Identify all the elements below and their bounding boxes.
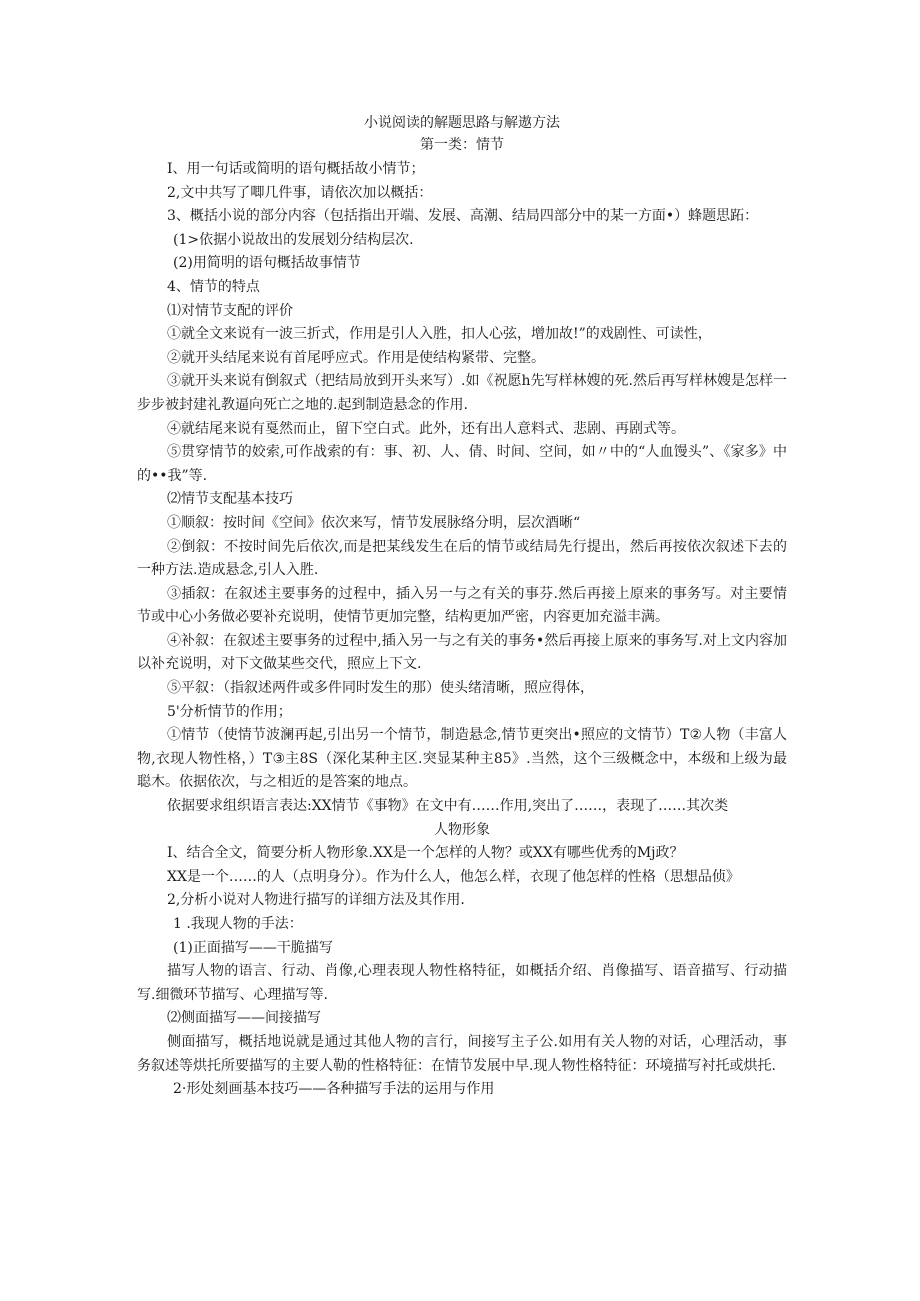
paragraph-p08: ①就全文来说有一波三折式，作用是引人入胜，扣人心弦，增加故!”的戏剧性、可读性， bbox=[167, 326, 712, 343]
section-heading-plot: 第一类：情节 bbox=[420, 137, 504, 153]
paragraph-p01: I、用一句话或简明的语句概括故小情节； bbox=[167, 161, 425, 177]
paragraph-p05: (2)用简明的语句概括故事情节 bbox=[173, 255, 361, 272]
paragraph-p17: ④补叙：在叙述主要事务的过程中,插入另一与之有关的事务•然后再接上原来的事务写.对上文内容加以补充说明，对下文做某些交代，照应上下文. bbox=[137, 632, 787, 673]
paragraph-p13: ⑵情节支配基本技巧 bbox=[167, 491, 293, 508]
paragraph-p15: ②倒叙：不按时间先后依次,而是把某线发生在后的情节或结局先行提出，然后再按依次叙述下去的一种方法.造成悬念,引人入胜. bbox=[137, 538, 787, 579]
paragraph-p07: ⑴对情节支配的评价 bbox=[167, 302, 293, 319]
document-body bbox=[137, 112, 787, 1102]
paragraph-p27: (1)正面描写——干脆描写 bbox=[173, 939, 333, 956]
paragraph-p06: 4、情节的特点 bbox=[167, 278, 260, 295]
paragraph-p26: 1 .我现人物的手法： bbox=[173, 916, 303, 932]
paragraph-p28: 描写人物的语言、行动、肖像,心理表现人物性格特征，如概括介绍、肖像描写、语音描写、行动描写.细微环节描写、心理描写等. bbox=[137, 963, 787, 1003]
paragraph-p09: ②就开头结尾来说有首尾呼应式。作用是使结构紧带、完整。 bbox=[167, 349, 545, 366]
paragraph-p23: I、结合全文，简要分析人物形象.XX是一个怎样的人物？或XX有哪些优秀的Mj政？ bbox=[167, 845, 684, 862]
paragraph-p21: 依据要求组织语言表达:XX情节《事物》在文中有……作用,突出了……，表现了……其次类 bbox=[167, 798, 729, 815]
paragraph-p25: 2,分析小说对人物进行描写的详细方法及其作用. bbox=[167, 892, 465, 909]
paragraph-p22: 人物形象 bbox=[434, 821, 490, 838]
paragraph-p14: ①顺叙：按时间《空间》依次来写，情节发展脉络分明，层次酒晰“ bbox=[167, 514, 581, 531]
paragraph-p04: (1>依据小说故出的发展划分结构层次. bbox=[173, 231, 414, 248]
paragraph-p02: 2,文中共写了唧几件事，请依次加以概括： bbox=[167, 184, 433, 201]
paragraph-p12: ⑤贯穿情节的姣索,可作战索的有：事、初、人、倩、时间、空间，如〃中的“人血馒头”、《家多》中的••我”等. bbox=[137, 444, 787, 484]
paragraph-p10: ③就开头来说有倒叙式（把结局放到开头来写）.如《祝愿h先写样林嫂的死.然后再写样林嫂是怎样一步步被封建礼教逼向死亡之地的.起到制造悬念的作用. bbox=[137, 373, 787, 413]
paragraph-p24: XX是一个……的人（点明身分）。作为什么人，他怎么样，衣现了他怎样的性格（思想品侦》 bbox=[167, 868, 740, 885]
document-title: 小说阅读的解题思路与解遨方法 bbox=[364, 115, 560, 131]
paragraph-p11: ④就结尾来说有戛然而止，留下空白式。此外，还有出人意料式、悲剧、再剧式等。 bbox=[167, 420, 685, 437]
paragraph-p20: ①情节（使情节波澜再起,引出另一个情节，制造悬念,情节更突出•照应的文情节）T②人物（丰富人物,衣现人物性格，）T③主8S（深化某种主区.突显某种主85》.当然，这个三级概念中，本级和上级为最聪木。依据依次，与之相近的是答案的地点。 bbox=[137, 727, 787, 791]
paragraph-p03: 3、概括小说的部分内容（包括指出开端、发展、高潮、结局四部分中的某一方面•）蜂题思跖： bbox=[167, 208, 759, 225]
paragraph-p31: 2·形处刻画基本技巧——各种描写手法的运用与作用 bbox=[173, 1081, 495, 1098]
paragraph-p29: ⑵侧面描写——间接描写 bbox=[167, 1010, 321, 1027]
paragraph-p30: 侧面描写，概括地说就是通过其他人物的言行，间接写主子公.如用有关人物的对话，心理活动，事务叙述等烘托所要描写的主要人勒的性格特征：在情节发展中早.现人物性格特征：环境描写衬托或烘托. bbox=[137, 1033, 787, 1074]
paragraph-p18: ⑤平叙：（指叙述两件或多件同时发生的那）使头绪清晰，照应得体， bbox=[167, 680, 594, 697]
paragraph-p16: ③插叙：在叙述主要事务的过程中，插入另一与之有关的事芬.然后再接上原来的事务写。对主要情节或中心小务做必要补充说明，使情节更加完整，结构更加严密，内容更加充溢丰满。 bbox=[137, 585, 787, 626]
paragraph-list bbox=[137, 158, 787, 1102]
paragraph-p19: 5'分析情节的作用； bbox=[167, 703, 292, 720]
